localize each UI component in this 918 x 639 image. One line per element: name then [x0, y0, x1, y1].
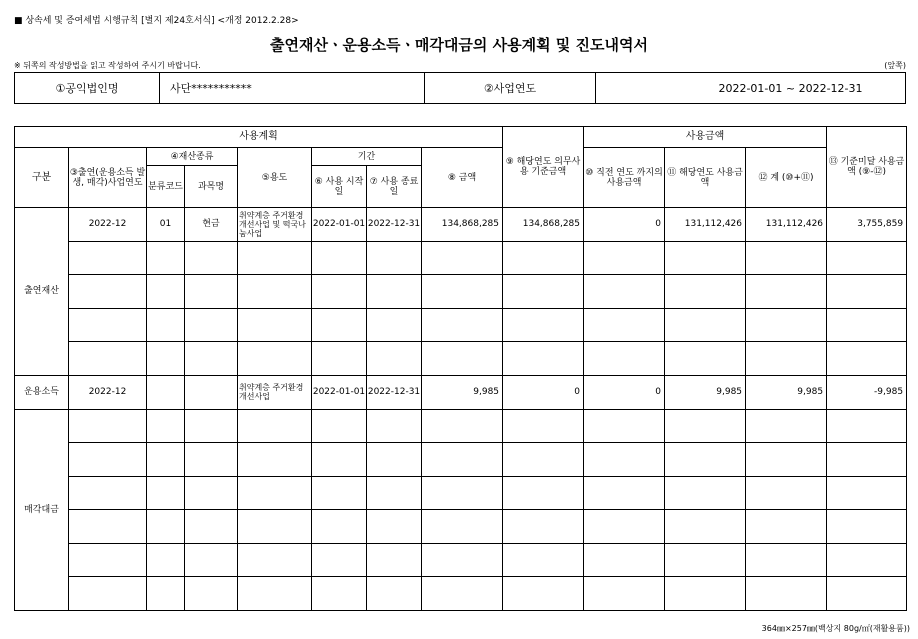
obligation-cell — [503, 510, 584, 544]
shortfall-cell — [827, 443, 907, 477]
obligation-cell — [503, 476, 584, 510]
table-row — [15, 275, 907, 309]
shortfall-cell — [827, 510, 907, 544]
total-cell: 9,985 — [746, 375, 827, 409]
table-row — [15, 342, 907, 376]
shortfall-cell — [827, 275, 907, 309]
current-used-cell: 9,985 — [665, 375, 746, 409]
end-cell — [367, 577, 422, 611]
table-row — [15, 476, 907, 510]
current-used-cell — [665, 510, 746, 544]
amount-cell — [422, 275, 503, 309]
start-cell — [312, 510, 367, 544]
purpose-cell — [238, 275, 312, 309]
table-row — [15, 375, 907, 409]
item-header: 과목명 — [185, 166, 238, 208]
item-cell — [185, 543, 238, 577]
prev-used-cell: 0 — [584, 375, 665, 409]
amount-cell: 9,985 — [422, 375, 503, 409]
gubun-header: 구분 — [15, 148, 69, 208]
table-row — [15, 241, 907, 275]
purpose-cell: 취약계층 주거환경개선사업 — [238, 375, 312, 409]
year-cell: 2022-12 — [69, 375, 147, 409]
start-cell — [312, 342, 367, 376]
current-used-cell — [665, 543, 746, 577]
prev-used-cell — [584, 443, 665, 477]
current-used-cell — [665, 241, 746, 275]
section-label: 출연재산 — [15, 208, 69, 376]
year-cell — [69, 308, 147, 342]
amount-cell — [422, 342, 503, 376]
section-label: 운용소득 — [15, 375, 69, 409]
item-cell — [185, 241, 238, 275]
end-header: ⑦ 사용 종료일 — [367, 166, 422, 208]
shortfall-cell — [827, 342, 907, 376]
end-cell — [367, 342, 422, 376]
amount-header: ⑧ 금액 — [422, 148, 503, 208]
end-cell — [367, 476, 422, 510]
year-cell — [69, 476, 147, 510]
item-cell — [185, 308, 238, 342]
item-cell: 현금 — [185, 208, 238, 242]
purpose-cell — [238, 308, 312, 342]
shortfall-cell: -9,985 — [827, 375, 907, 409]
purpose-cell — [238, 543, 312, 577]
prev-used-cell — [584, 543, 665, 577]
amount-cell — [422, 510, 503, 544]
start-cell — [312, 275, 367, 309]
prev-used-cell: 0 — [584, 208, 665, 242]
page-footer: 364㎜×257㎜(백상지 80g/㎡(재활용품)) — [761, 624, 910, 633]
start-cell — [312, 543, 367, 577]
shortfall-cell — [827, 409, 907, 443]
info-table — [14, 72, 906, 104]
current-used-cell — [665, 476, 746, 510]
purpose-cell — [238, 476, 312, 510]
total-cell — [746, 443, 827, 477]
item-cell — [185, 476, 238, 510]
code-cell — [147, 241, 185, 275]
total-cell — [746, 409, 827, 443]
code-cell — [147, 577, 185, 611]
prev-used-cell — [584, 577, 665, 611]
code-cell — [147, 443, 185, 477]
obligation-cell: 0 — [503, 375, 584, 409]
prev-used-cell — [584, 241, 665, 275]
code-cell — [147, 510, 185, 544]
business-year-value: 2022-01-01 ~ 2022-12-31 — [596, 73, 906, 104]
current-used-cell — [665, 443, 746, 477]
amount-cell — [422, 476, 503, 510]
page-title: 출연재산ㆍ운용소득ㆍ매각대금의 사용계획 및 진도내역서 — [270, 36, 648, 54]
start-cell: 2022-01-01 — [312, 208, 367, 242]
total-cell — [746, 476, 827, 510]
year-cell — [69, 275, 147, 309]
obligation-cell — [503, 308, 584, 342]
start-cell — [312, 308, 367, 342]
amount-cell — [422, 577, 503, 611]
total-cell — [746, 241, 827, 275]
start-cell — [312, 577, 367, 611]
item-cell — [185, 275, 238, 309]
obligation-cell — [503, 275, 584, 309]
notice-text: ※ 뒤쪽의 작성방법을 읽고 작성하여 주시기 바랍니다. — [14, 61, 201, 70]
item-cell — [185, 510, 238, 544]
total-header: ⑫ 계 (⑩+⑪) — [746, 148, 827, 208]
code-cell — [147, 476, 185, 510]
item-cell — [185, 443, 238, 477]
obligation-cell — [503, 409, 584, 443]
end-cell — [367, 409, 422, 443]
obligation-cell — [503, 342, 584, 376]
purpose-cell — [238, 577, 312, 611]
prev-used-cell — [584, 476, 665, 510]
corp-name-value: 사단*********** — [160, 73, 425, 104]
code-cell — [147, 275, 185, 309]
item-cell — [185, 577, 238, 611]
start-cell — [312, 476, 367, 510]
obligation-cell — [503, 443, 584, 477]
total-cell — [746, 577, 827, 611]
purpose-cell: 취약계층 주거환경개선사업 및 떡국나눔사업 — [238, 208, 312, 242]
total-cell — [746, 510, 827, 544]
end-cell — [367, 443, 422, 477]
end-cell — [367, 510, 422, 544]
year-cell — [69, 543, 147, 577]
prev-used-cell — [584, 510, 665, 544]
total-cell: 131,112,426 — [746, 208, 827, 242]
year-cell — [69, 577, 147, 611]
purpose-cell — [238, 409, 312, 443]
kind-header: ④재산종류 — [147, 148, 238, 166]
corp-name-label: ①공익법인명 — [15, 73, 160, 104]
current-used-cell — [665, 275, 746, 309]
current-used-cell — [665, 342, 746, 376]
purpose-cell — [238, 510, 312, 544]
amount-cell — [422, 308, 503, 342]
shortfall-cell — [827, 577, 907, 611]
table-row — [15, 510, 907, 544]
purpose-header: ⑤용도 — [238, 148, 312, 208]
amount-cell: 134,868,285 — [422, 208, 503, 242]
main-table — [14, 126, 907, 611]
current-used-cell — [665, 308, 746, 342]
obligation-cell — [503, 577, 584, 611]
amount-cell — [422, 443, 503, 477]
code-cell — [147, 409, 185, 443]
prev-used-cell — [584, 275, 665, 309]
end-cell: 2022-12-31 — [367, 208, 422, 242]
shortfall-cell: 3,755,859 — [827, 208, 907, 242]
total-cell — [746, 543, 827, 577]
obligation-cell: 134,868,285 — [503, 208, 584, 242]
current-used-cell — [665, 577, 746, 611]
end-cell — [367, 275, 422, 309]
code-cell — [147, 308, 185, 342]
end-cell: 2022-12-31 — [367, 375, 422, 409]
start-cell — [312, 241, 367, 275]
year-cell: 2022-12 — [69, 208, 147, 242]
purpose-cell — [238, 342, 312, 376]
shortfall-cell — [827, 543, 907, 577]
table-row — [15, 577, 907, 611]
table-row — [15, 443, 907, 477]
end-cell — [367, 543, 422, 577]
item-cell — [185, 409, 238, 443]
table-row — [15, 409, 907, 443]
obligation-cell — [503, 241, 584, 275]
year-header: ③출연(운용소득 발생, 매각)사업연도 — [69, 148, 147, 208]
prev-used-cell — [584, 342, 665, 376]
code-cell — [147, 543, 185, 577]
current-used-header: ⑪ 해당연도 사용금액 — [665, 148, 746, 208]
shortfall-cell — [827, 308, 907, 342]
prev-used-cell — [584, 409, 665, 443]
start-cell: 2022-01-01 — [312, 375, 367, 409]
amount-cell — [422, 241, 503, 275]
year-cell — [69, 443, 147, 477]
current-used-cell — [665, 409, 746, 443]
start-cell — [312, 409, 367, 443]
total-cell — [746, 308, 827, 342]
obligation-header: ⑨ 해당연도 의무사용 기준금액 — [503, 127, 584, 208]
year-cell — [69, 510, 147, 544]
used-amount-header: 사용금액 — [584, 127, 827, 148]
shortfall-header: ⑬ 기준미달 사용금액 (⑨-⑫) — [827, 127, 907, 208]
shortfall-cell — [827, 476, 907, 510]
item-cell — [185, 342, 238, 376]
code-cell: 01 — [147, 208, 185, 242]
page-side: (앞쪽) — [884, 61, 906, 70]
amount-cell — [422, 409, 503, 443]
purpose-cell — [238, 443, 312, 477]
year-cell — [69, 342, 147, 376]
plan-header: 사용계획 — [15, 127, 503, 148]
year-cell — [69, 409, 147, 443]
item-cell — [185, 375, 238, 409]
code-cell — [147, 342, 185, 376]
end-cell — [367, 308, 422, 342]
amount-cell — [422, 543, 503, 577]
prev-used-cell — [584, 308, 665, 342]
period-header: 기간 — [312, 148, 422, 166]
table-row — [15, 208, 907, 242]
total-cell — [746, 275, 827, 309]
obligation-cell — [503, 543, 584, 577]
end-cell — [367, 241, 422, 275]
prev-used-header: ⑩ 직전 연도 까지의 사용금액 — [584, 148, 665, 208]
section-label: 매각대금 — [15, 409, 69, 610]
start-cell — [312, 443, 367, 477]
start-header: ⑥ 사용 시작일 — [312, 166, 367, 208]
business-year-label: ②사업연도 — [425, 73, 596, 104]
table-row — [15, 308, 907, 342]
purpose-cell — [238, 241, 312, 275]
code-cell — [147, 375, 185, 409]
code-header: 분류코드 — [147, 166, 185, 208]
year-cell — [69, 241, 147, 275]
shortfall-cell — [827, 241, 907, 275]
form-header: ■ 상속세 및 증여세법 시행규칙 [별지 제24호서식] <개정 2012.2.28> — [14, 16, 299, 26]
total-cell — [746, 342, 827, 376]
current-used-cell: 131,112,426 — [665, 208, 746, 242]
table-row — [15, 543, 907, 577]
